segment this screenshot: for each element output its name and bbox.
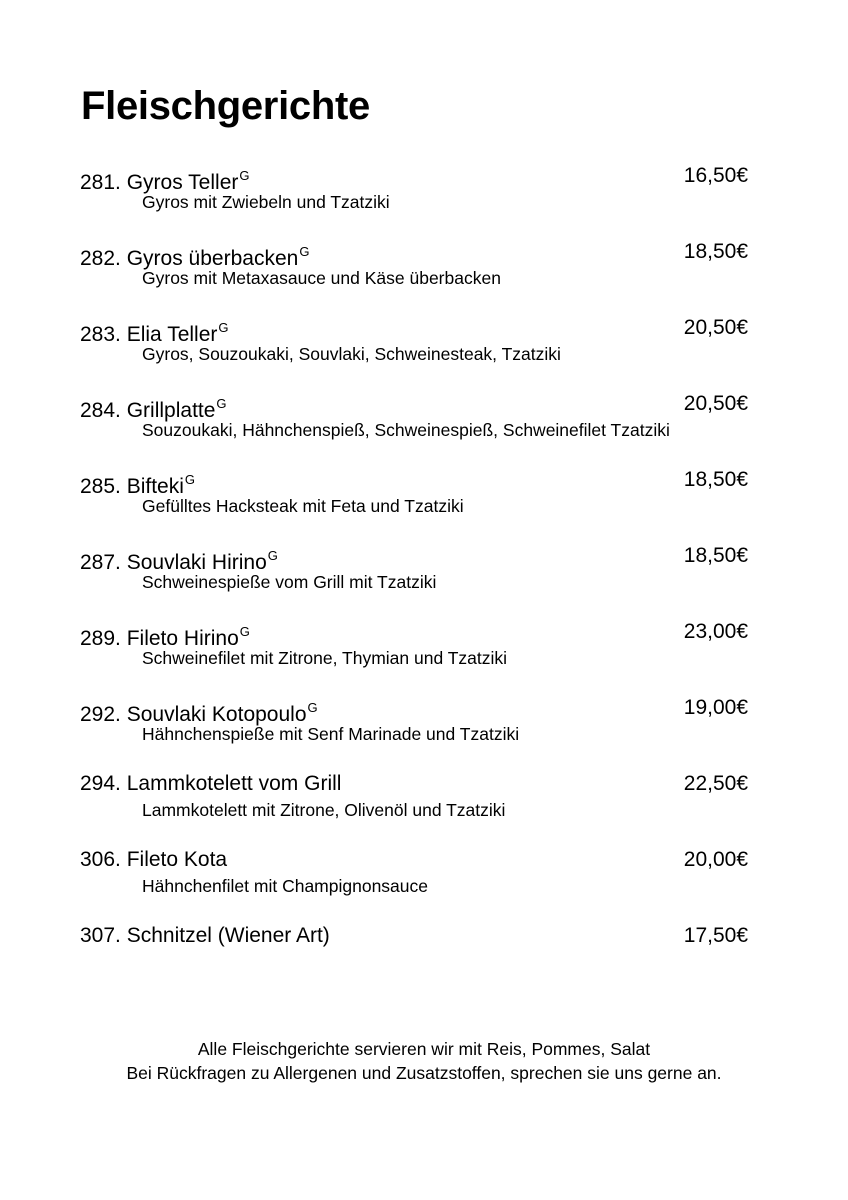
menu-item-description: Gyros mit Metaxasauce und Käse überbacken xyxy=(142,268,501,288)
menu-item-number: 281. xyxy=(80,171,121,194)
menu-item-title: Bifteki xyxy=(126,475,184,498)
menu-item-price: 20,00€ xyxy=(683,848,748,871)
gluten-mark: G xyxy=(299,244,310,259)
menu-item-price: 22,50€ xyxy=(683,772,748,795)
menu-item xyxy=(80,846,748,898)
menu-item-name xyxy=(80,238,309,273)
menu-item xyxy=(80,618,748,670)
menu-item-price: 17,50€ xyxy=(683,924,748,947)
menu-item-title: Elia Teller xyxy=(126,323,218,346)
footer-note xyxy=(0,1037,848,1085)
menu-item-name xyxy=(80,162,250,197)
menu-item-number: 306. xyxy=(80,848,121,871)
menu-item-price: 20,50€ xyxy=(683,392,748,415)
gluten-mark: G xyxy=(216,396,227,411)
menu-item-title: Fileto Kota xyxy=(126,848,228,871)
menu-item-price: 19,00€ xyxy=(683,696,748,719)
menu-item-price: 20,50€ xyxy=(683,316,748,339)
menu-item-number: 287. xyxy=(80,551,121,574)
menu-item-number: 283. xyxy=(80,323,121,346)
menu-item-price: 18,50€ xyxy=(683,544,748,567)
menu-item-price: 18,50€ xyxy=(683,468,748,491)
menu-item xyxy=(80,314,748,366)
gluten-mark: G xyxy=(184,472,196,487)
menu-item-name xyxy=(80,922,330,950)
menu-item-description: Schweinespieße vom Grill mit Tzatziki xyxy=(142,572,437,592)
gluten-mark: G xyxy=(239,624,250,639)
menu-item-title: Schnitzel (Wiener Art) xyxy=(126,924,330,947)
menu-item-number: 285. xyxy=(80,475,121,498)
gluten-mark: G xyxy=(239,168,250,183)
menu-item-title: Fileto Hirino xyxy=(126,627,239,650)
gluten-mark: G xyxy=(307,700,318,715)
footer-line-allergens: Bei Rückfragen zu Allergenen und Zusatzstoffen, sprechen sie uns gerne an. xyxy=(126,1063,722,1083)
menu-item-number: 284. xyxy=(80,399,121,422)
menu-item-title: Souvlaki Hirino xyxy=(126,551,267,574)
menu-item-number: 289. xyxy=(80,627,121,650)
menu-item-description: Lammkotelett mit Zitrone, Olivenöl und Tzatziki xyxy=(142,800,506,820)
menu-item-name xyxy=(80,542,278,577)
menu-item-name xyxy=(80,694,318,729)
menu-item-number: 294. xyxy=(80,772,121,795)
menu-item-number: 282. xyxy=(80,247,121,270)
menu-item-name xyxy=(80,770,341,798)
menu-item-description: Souzoukaki, Hähnchenspieß, Schweinespieß, Schweinefilet Tzatziki xyxy=(142,420,670,440)
menu-item-description: Gyros mit Zwiebeln und Tzatziki xyxy=(142,192,390,212)
menu-item-description: Hähnchenfilet mit Champignonsauce xyxy=(142,876,428,896)
menu-item-description: Hähnchenspieße mit Senf Marinade und Tzatziki xyxy=(142,724,520,744)
menu-item-number: 292. xyxy=(80,703,121,726)
menu-list xyxy=(80,162,748,974)
menu-item xyxy=(80,770,748,822)
menu-item xyxy=(80,238,748,290)
page-title: Fleischgerichte xyxy=(81,84,370,128)
menu-item xyxy=(80,390,748,442)
menu-item-title: Gyros überbacken xyxy=(126,247,299,270)
menu-item xyxy=(80,542,748,594)
menu-item xyxy=(80,162,748,214)
menu-item-title: Souvlaki Kotopoulo xyxy=(126,703,307,726)
menu-item-name xyxy=(80,390,227,425)
gluten-mark: G xyxy=(218,320,229,335)
menu-item-name xyxy=(80,466,195,501)
menu-item-name xyxy=(80,314,229,349)
menu-item-description: Schweinefilet mit Zitrone, Thymian und Tzatziki xyxy=(142,648,508,668)
menu-item-title: Grillplatte xyxy=(126,399,216,422)
menu-item-price: 23,00€ xyxy=(683,620,748,643)
menu-item xyxy=(80,466,748,518)
menu-item-price: 18,50€ xyxy=(683,240,748,263)
menu-item-title: Lammkotelett vom Grill xyxy=(126,772,342,795)
menu-item-name xyxy=(80,618,250,653)
menu-item xyxy=(80,922,748,950)
menu-item-name xyxy=(80,846,227,874)
menu-item xyxy=(80,694,748,746)
menu-item-title: Gyros Teller xyxy=(126,171,239,194)
gluten-mark: G xyxy=(267,548,278,563)
menu-item-price: 16,50€ xyxy=(683,164,748,187)
footer-line-sides: Alle Fleischgerichte servieren wir mit Reis, Pommes, Salat xyxy=(197,1039,651,1059)
menu-item-description: Gyros, Souzoukaki, Souvlaki, Schweinesteak, Tzatziki xyxy=(142,344,561,364)
menu-item-number: 307. xyxy=(80,924,121,947)
menu-item-description: Gefülltes Hacksteak mit Feta und Tzatziki xyxy=(142,496,464,516)
